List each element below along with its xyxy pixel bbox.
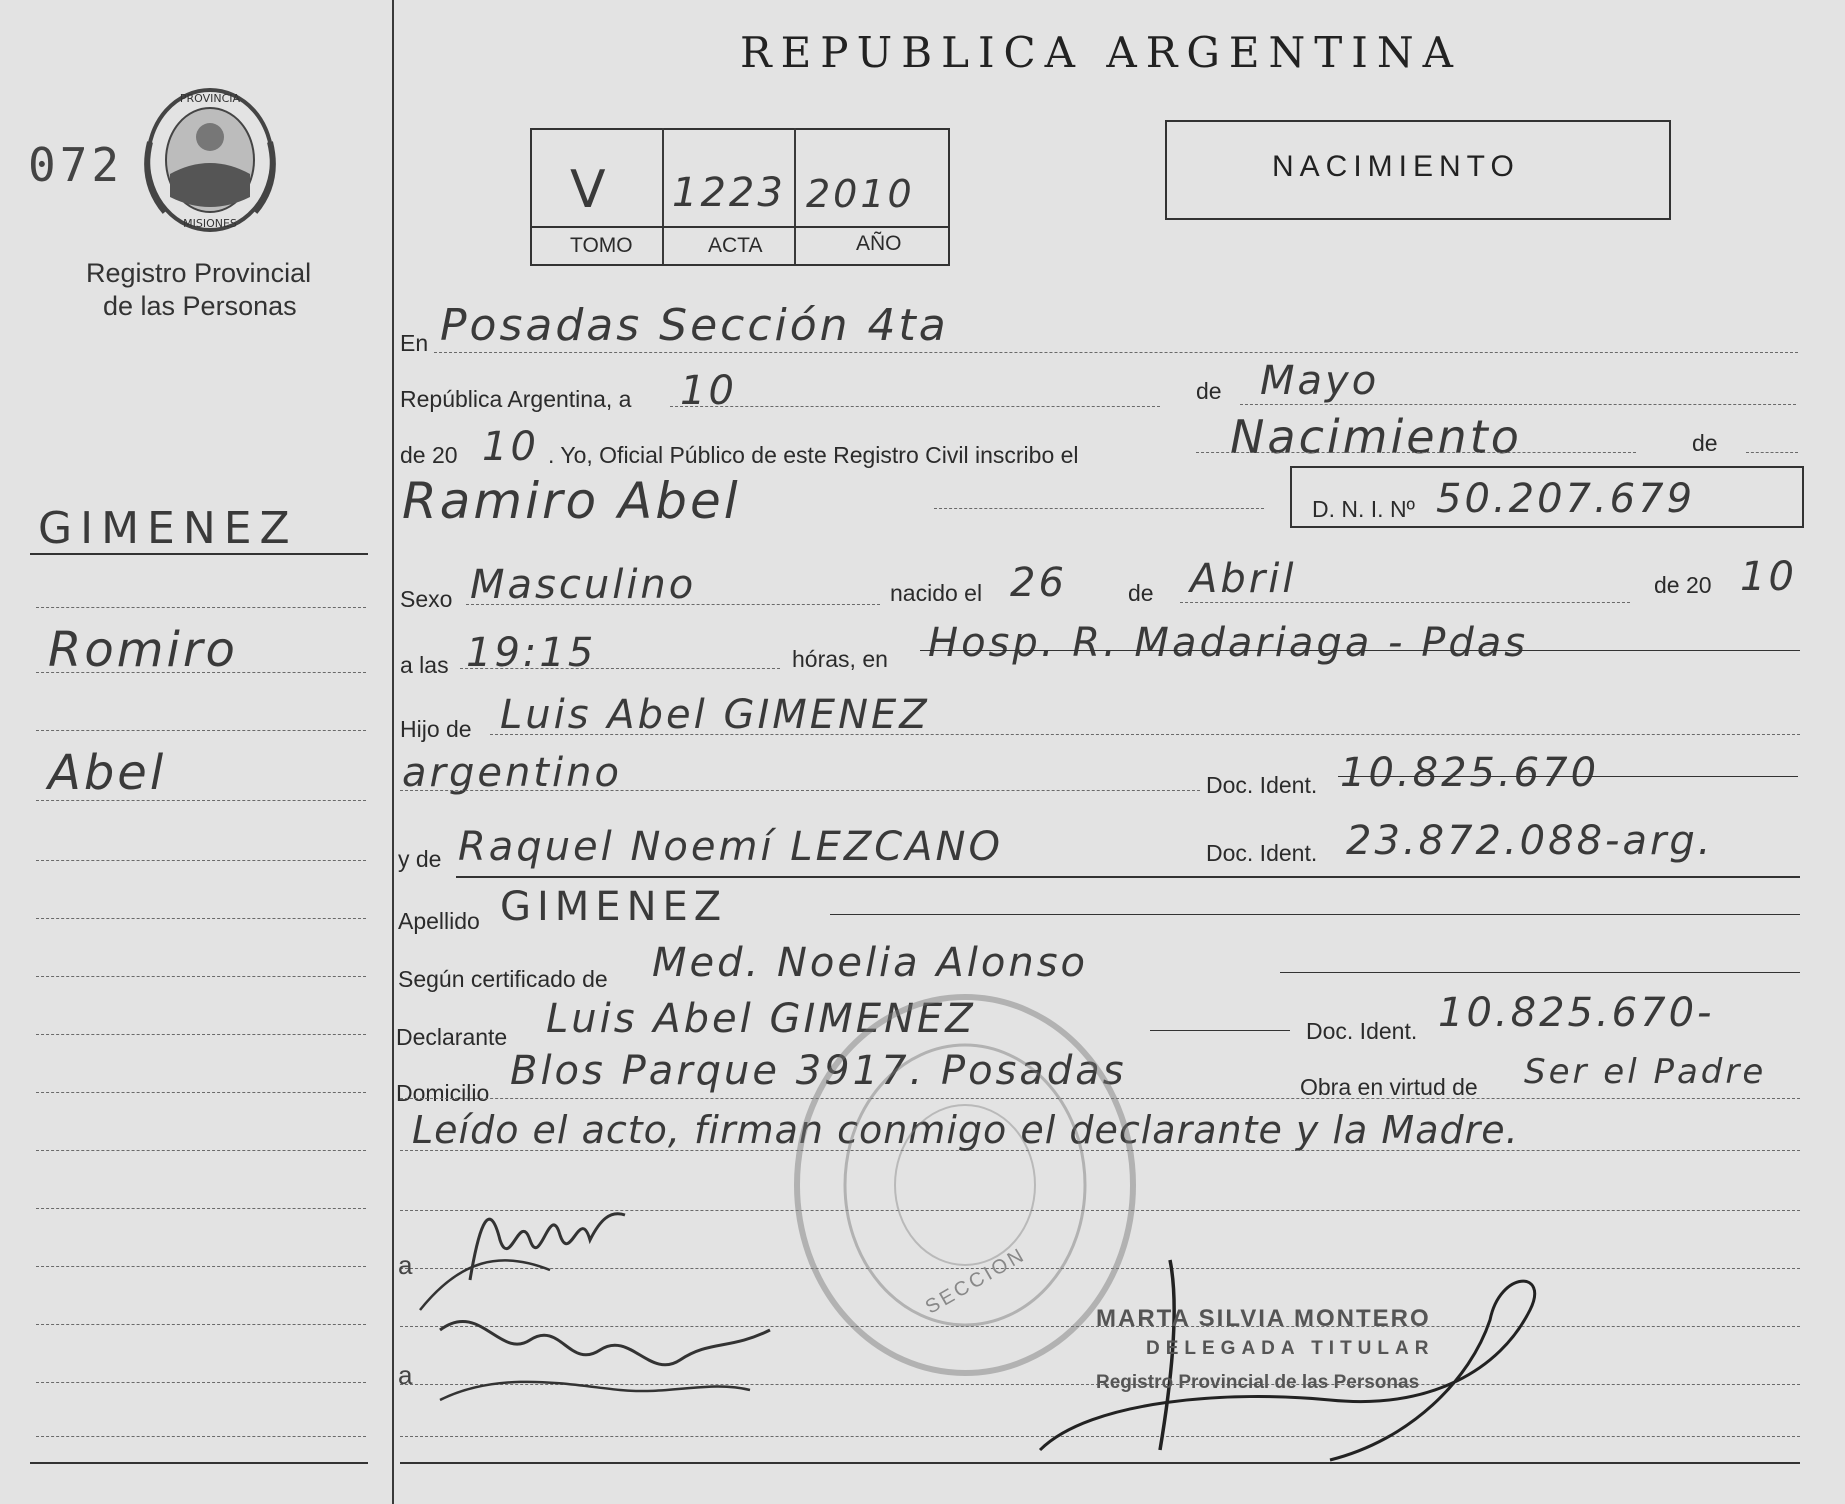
anio-label: AÑO xyxy=(856,232,902,255)
act-type: Nacimiento xyxy=(1230,410,1522,464)
en-label: En xyxy=(400,330,429,356)
father-name: Luis Abel GIMENEZ xyxy=(500,692,930,738)
mother-doc-label: Doc. Ident. xyxy=(1206,840,1318,866)
hijo-label: Hijo de xyxy=(400,716,472,742)
yde-label: y de xyxy=(398,846,442,872)
dni-value: 50.207.679 xyxy=(1436,476,1696,522)
declarante-label: Declarante xyxy=(396,1024,508,1050)
document-type: NACIMIENTO xyxy=(1272,150,1520,183)
obra-label: Obra en virtud de xyxy=(1300,1074,1478,1100)
folio-number: 072 xyxy=(28,138,124,192)
margin-middle-name: Abel xyxy=(48,745,167,801)
domicilio-label: Domicilio xyxy=(396,1080,490,1106)
mother-name: Raquel Noemí LEZCANO xyxy=(458,824,1003,870)
birth-year-suffix: 10 xyxy=(1740,554,1797,600)
nacido-label: nacido el xyxy=(890,580,983,606)
birth-time: 19:15 xyxy=(466,630,597,676)
dni-label: D. N. I. Nº xyxy=(1312,496,1415,522)
obra-value: Ser el Padre xyxy=(1524,1052,1767,1092)
registry-name-line1: Registro Provincial xyxy=(86,258,312,288)
declarante-value: Luis Abel GIMENEZ xyxy=(546,996,976,1042)
column-divider xyxy=(392,0,394,1504)
official-registry: Registro Provincial de las Personas xyxy=(1096,1372,1420,1393)
tomo-value: V xyxy=(570,160,609,220)
official-title: DELEGADA TITULAR xyxy=(1146,1338,1435,1359)
segun-value: Med. Noelia Alonso xyxy=(652,940,1089,986)
alas-label: a las xyxy=(400,652,449,678)
de-label-2: de xyxy=(1692,430,1718,456)
tomo-label: TOMO xyxy=(570,234,633,257)
registration-day: 10 xyxy=(680,368,737,414)
signature-mark-1: a xyxy=(398,1250,413,1280)
registry-name-line2: de las Personas xyxy=(103,291,297,321)
acta-label: ACTA xyxy=(708,234,763,257)
father-nationality: argentino xyxy=(402,750,622,796)
de20-label: de 20 xyxy=(1654,572,1712,598)
de-label-1: de xyxy=(1196,378,1222,404)
mother-doc: 23.872.088-arg. xyxy=(1346,818,1714,864)
country-title: REPUBLICA ARGENTINA xyxy=(740,28,1462,77)
sexo-label: Sexo xyxy=(400,586,453,612)
segun-label: Según certificado de xyxy=(398,966,608,992)
margin-first-name: Romiro xyxy=(48,622,238,678)
signature-official-icon xyxy=(1030,1250,1550,1480)
registration-year-suffix: 10 xyxy=(482,424,539,470)
seal-bottom-text: MISIONES xyxy=(183,217,237,230)
apellido-value: GIMENEZ xyxy=(500,884,728,930)
apellido-label: Apellido xyxy=(398,908,480,934)
birth-day: 26 xyxy=(1010,560,1067,606)
registration-month: Mayo xyxy=(1260,358,1380,404)
stamp-center-text: SECCION xyxy=(921,1243,1030,1319)
place-value: Posadas Sección 4ta xyxy=(440,300,949,351)
sexo-value: Masculino xyxy=(470,562,697,608)
de-label-3: de xyxy=(1128,580,1154,606)
anio-value: 2010 xyxy=(806,172,915,216)
margin-surname: GIMENEZ xyxy=(38,503,298,554)
officer-statement: . Yo, Oficial Público de este Registro Civil inscribo el xyxy=(548,442,1079,468)
birth-month: Abril xyxy=(1190,556,1297,602)
signature-mark-2: a xyxy=(398,1360,413,1390)
republica-label: República Argentina, a xyxy=(400,386,632,412)
signature-mother-icon xyxy=(420,1290,800,1430)
registered-name: Ramiro Abel xyxy=(402,472,741,530)
horas-label: hóras, en xyxy=(792,646,888,672)
father-doc-label: Doc. Ident. xyxy=(1206,772,1318,798)
declarante-doc-label: Doc. Ident. xyxy=(1306,1018,1418,1044)
leido-statement: Leído el acto, firman conmigo el declarante y la Madre. xyxy=(412,1108,1519,1152)
acta-value: 1223 xyxy=(672,170,786,216)
year-prefix: de 20 xyxy=(400,442,458,468)
declarante-doc: 10.825.670- xyxy=(1438,990,1715,1036)
provincial-seal-icon xyxy=(140,82,280,232)
official-name: MARTA SILVIA MONTERO xyxy=(1096,1305,1431,1332)
father-doc: 10.825.670 xyxy=(1340,750,1600,796)
birth-place: Hosp. R. Madariaga - Pdas xyxy=(928,620,1529,666)
seal-top-text: PROVINCIA xyxy=(179,92,241,105)
domicilio-value: Blos Parque 3917. Posadas xyxy=(510,1048,1127,1094)
